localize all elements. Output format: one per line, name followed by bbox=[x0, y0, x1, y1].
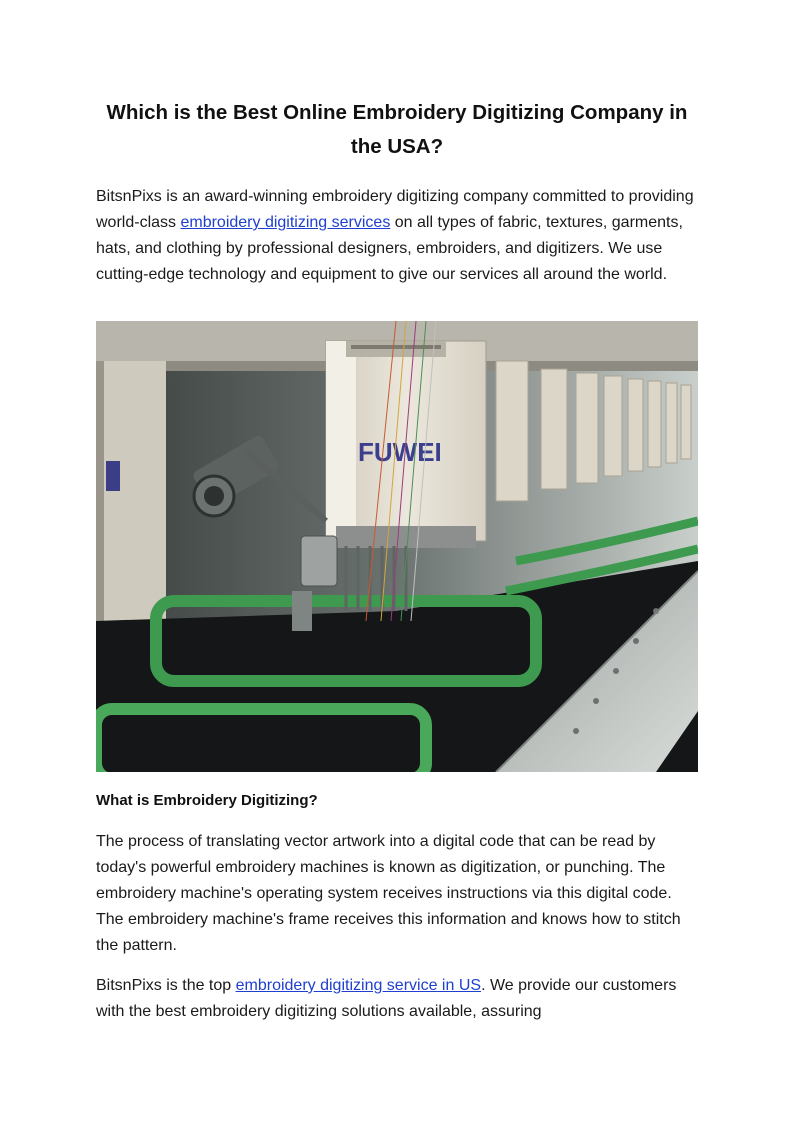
digitizing-explanation-paragraph: The process of translating vector artwork into a digital code that can be read by today's powerful embroidery machines is known as digitization, or punching. The embroidery machine's operating system receives instructions via this digital code. The embroidery machine's frame receives this information and knows how to stitch the pattern. bbox=[96, 833, 681, 954]
service-text-after: . We provide our customers with the best embroidery digitizing solutions available, assuring bbox=[96, 977, 677, 1020]
embroidery-digitizing-service-link[interactable]: embroidery digitizing service in US bbox=[235, 977, 482, 994]
document-page bbox=[96, 96, 698, 1020]
intro-paragraph bbox=[96, 184, 698, 288]
service-paragraph bbox=[96, 973, 698, 1025]
service-text-before: BitsnPixs is the top bbox=[96, 977, 236, 994]
embroidery-machine-photo bbox=[96, 321, 698, 772]
intro-text-after: on all types of fabric, textures, garments, hats, and clothing by professional designers, embroiders, and digitizers. We use cutting-edge technology and equipment to give our services all around the world. bbox=[96, 214, 683, 283]
page-title: Which is the Best Online Embroidery Digitizing Company in the USA? bbox=[106, 101, 688, 158]
machine-brand-label: FUWEI bbox=[358, 437, 442, 467]
embroidery-digitizing-services-link[interactable]: embroidery digitizing services bbox=[180, 214, 391, 231]
section-heading: What is Embroidery Digitizing? bbox=[96, 792, 318, 809]
intro-text-before: BitsnPixs is an award-winning embroidery digitizing company committed to providing world-class bbox=[96, 188, 694, 231]
